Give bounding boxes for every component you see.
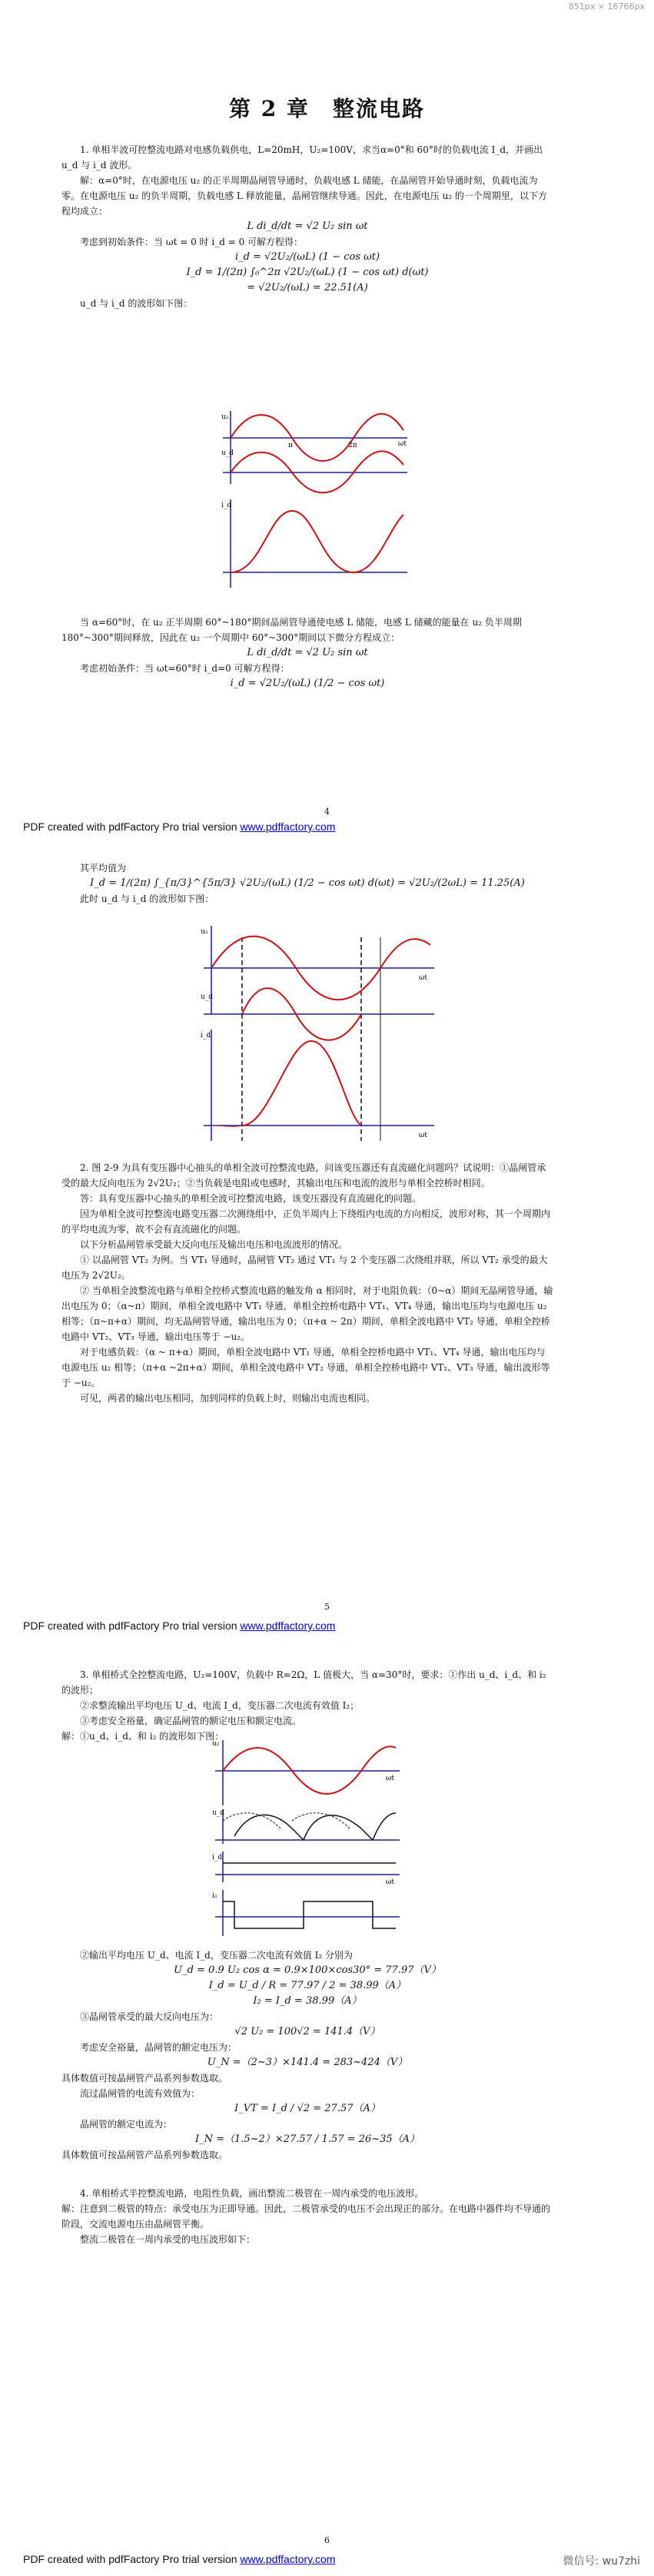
paragraph: 解：①u_d、i_d、和 i₂ 的波形如下图： [61,1731,224,1742]
page-2 [0,845,654,1648]
svg-text:u_d: u_d [212,1809,225,1817]
paragraph: 对于电感负载：（α ~ π+α）期间，单相全波电路中 VT₁ 导通，单相全控桥电路中 VT₁、VT₄ 导通，输出电压均与电源电压 u₂ 相等；（π+α ~2π+α）期间，单相全波电路中 VT₂ 导通，单相全控桥电路中 VT₂、VT₃ 导通，输出波形等于 −u₂。 [61,1347,550,1388]
page-3-body [61,1667,553,1744]
pdffactory-link[interactable]: www.pdffactory.com [240,821,336,833]
footer-text: PDF created with pdfFactory Pro trial version [23,821,241,833]
problem-2-text: 2. 图 2-9 为具有变压器中心抽头的单相全波可控整流电路，问该变压器还有直流磁化问题吗？试说明：①晶闸管承受的最大反向电压为 2√2U₂；②当负载是电阻或电感时，其输出电压和电流的波形与单相全控桥时相同。 [61,1162,546,1189]
equation: I_N =（1.5~2）×27.57 / 1.57 = 26~35（A） [194,2133,420,2145]
paragraph: 此时 u_d 与 i_d 的波形如下图： [80,893,214,904]
svg-text:u_d: u_d [221,449,234,457]
equation: i_d = √2U₂/(ωL) (1 − cos ωt) [234,251,380,263]
equation: I₂ = I_d = 38.99（A） [253,1995,362,2007]
paragraph: u_d 与 i_d 的波形如下图： [80,298,193,309]
page-number: 5 [324,1602,330,1612]
svg-text:ωt: ωt [398,440,407,448]
paragraph: 具体数值可按晶闸管产品系列参数选取。 [61,2073,228,2084]
page-1-body-lower [61,615,553,691]
waveform-figure-1 [215,407,415,599]
equation: L di_d/dt = √2 U₂ sin ωt [247,220,368,232]
equation: i_d = √2U₂/(ωL) (1/2 − cos ωt) [230,678,385,689]
pdf-footer [23,1620,335,1632]
paragraph: 整流二极管在一周内承受的电压波形如下： [80,2234,256,2245]
page-1-body [61,142,553,311]
equation: U_d = 0.9 U₂ cos α = 0.9×100×cos30° = 77.97（V） [174,1964,441,1976]
paragraph: ③晶闸管承受的最大反向电压为： [80,2011,219,2022]
page-number: 6 [324,2535,330,2545]
paragraph: 其平均值为 [80,863,127,874]
paragraph: 晶闸管的额定电流为： [80,2119,173,2130]
page-1 [0,0,654,837]
page-3 [0,1659,654,2576]
svg-text:ωt: ωt [419,974,427,982]
solution-1-text: 解：α=0°时，在电源电压 u₂ 的正半周期晶闸管导通时，负载电感 L 储能，在晶闸管开始导通时刻，负载电流为零。在电源电压 u₂ 的负半周期，负载电感 L 释放能量，晶闸管继续导通。因此，在电源电压 u₂ 的一个周期里，以下方程均成立： [61,175,547,217]
svg-text:i_d: i_d [221,502,232,509]
paragraph: ③考虑安全裕量，确定晶闸管的额定电压和额定电流。 [80,1716,302,1726]
wechat-watermark: 微信号: wu7zhi [563,2555,640,2568]
paragraph: 以下分析晶闸管承受最大反向电压及输出电压和电流波形的情况。 [80,1239,348,1250]
pdffactory-link[interactable]: www.pdffactory.com [240,2553,336,2565]
problem-1-text: 1. 单相半波可控整流电路对电感负载供电，L=20mH，U₂=100V，求当α=0°和 60°时的负载电流 I_d，并画出 u_d 与 i_d 波形。 [61,144,543,171]
svg-text:2π: 2π [348,442,357,449]
equation: U_N =（2~3）×141.4 = 283~424（V） [207,2057,408,2068]
svg-text:u₂: u₂ [221,413,229,421]
pdffactory-link[interactable]: www.pdffactory.com [240,1620,336,1632]
paragraph: 流过晶闸管的电流有效值为： [80,2088,201,2099]
pdf-footer [23,821,335,833]
page-3-body-lower [61,1948,553,2247]
paragraph: ②求整流输出平均电压 U_d、电流 I_d，变压器二次电流有效值 I₂； [80,1700,360,1711]
page-number: 4 [324,807,330,817]
pdf-footer [23,2553,335,2565]
svg-text:ωt: ωt [386,1878,394,1886]
footer-text: PDF created with pdfFactory Pro trial version [23,2553,241,2565]
svg-text:ωt: ωt [386,1775,394,1782]
svg-text:ωt: ωt [419,1132,427,1139]
equation: I_d = 1/(2π) ∫_{π/3}^{5π/3} √2U₂/(ωL) (1/2 − cos ωt) d(ωt) = √2U₂/(2ωL) = 11.25(A) [90,877,525,889]
equation: = √2U₂/(ωL) = 22.51(A) [247,282,368,293]
paragraph: 解：注意到二极管的特点：承受电压为正即导通。因此，二极管承受的电压不会出现正的部分。在电路中器件均不导通的阶段，交流电源电压由晶闸管平衡。 [61,2203,551,2230]
dimensions-label: 851px × 16766px [568,2,645,12]
equation: I_VT = I_d / √2 = 27.57（A） [234,2103,380,2114]
paragraph: 考虑安全裕量，晶闸管的额定电压为： [80,2042,237,2053]
paragraph: 考虑到初始条件：当 ωt = 0 时 i_d = 0 可解方程得： [80,237,304,247]
paragraph: 具体数值可按晶闸管产品系列参数选取。 [61,2150,228,2160]
equation: I_d = U_d / R = 77.97 / 2 = 38.99（A） [208,1980,407,1991]
footer-text: PDF created with pdfFactory Pro trial version [23,1620,241,1632]
paragraph: 因为单相全波可控整流电路变压器二次测绕组中，正负半周内上下绕组内电流的方向相反，波形对称，其一个周期内的平均电流为零，故不会有直流磁化的问题。 [61,1208,551,1235]
paragraph: ②输出平均电压 U_d、电流 I_d，变压器二次电流有效值 I₂ 分别为 [80,1950,354,1961]
paragraph: ② 当单相全波整流电路与单相全控桥式整流电路的触发角 α 相同时，对于电阻负载：（0~α）期间无晶闸管导通，输出电压为 0；（α~π）期间，单相全波电路中 VT₁ 导通，单相全控桥电路中 VT₁、VT₄ 导通，输出电压均与电源电压 u₂ 相等；（π~π+α）期间，均无晶闸管导通，输出电压为 0；（π+α ~ 2π）期间，单相全波电路中 VT₂ 导通，单相全控桥电路中 VT₂、VT₃ 导通，输出电压等于 −u₂。 [61,1285,553,1342]
page-2-body [61,860,553,907]
svg-text:u_d: u_d [201,993,214,1001]
svg-text:i_d: i_d [201,1032,211,1039]
equation: √2 U₂ = 100√2 = 141.4（V） [234,2026,380,2037]
svg-text:i_d: i_d [212,1854,223,1862]
paragraph: 答：具有变压器中心抽头的单相全波可控整流电路，该变压器没有直流磁化的问题。 [80,1193,422,1204]
waveform-figure-3 [207,1736,407,1940]
svg-text:π: π [288,442,293,449]
paragraph: 可见，两者的输出电压相同，加到同样的负载上时，则输出电流也相同。 [80,1393,376,1404]
svg-text:i₂: i₂ [212,1892,217,1900]
problem-4-text: 4. 单相桥式半控整流电路，电阻性负载，画出整流二极管在一周内承受的电压波形。 [80,2188,424,2199]
svg-text:u₂: u₂ [212,1740,220,1748]
chapter-title: 第 2 章 整流电路 [229,96,425,121]
paragraph: 考虑初始条件：当 ωt=60°时 i_d=0 可解方程得： [80,663,290,674]
equation: I_d = 1/(2π) ∫₀^2π √2U₂/(ωL) (1 − cos ωt) d(ωt) [186,267,429,278]
waveform-figure-2 [196,922,442,1145]
equation: L di_d/dt = √2 U₂ sin ωt [247,647,368,658]
problem-3-text: 3. 单相桥式全控整流电路，U₂=100V，负载中 R=2Ω，L 值极大，当 α=30°时，要求：①作出 u_d、i_d、和 i₂ 的波形； [61,1669,546,1696]
svg-text:u₂: u₂ [201,928,208,936]
paragraph: ① 以晶闸管 VT₂ 为例。当 VT₁ 导通时，晶闸管 VT₂ 通过 VT₁ 与 2 个变压器二次绕组并联，所以 VT₂ 承受的最大电压为 2√2U₂。 [61,1255,548,1281]
paragraph: 当 α=60°时，在 u₂ 正半周期 60°~180°期间晶闸管导通使电感 L 储能，电感 L 储藏的能量在 u₂ 负半周期 180°~300°期间释放，因此在 u₂ 一个周期中 60°~300°期间以下微分方程成立： [61,617,522,643]
page-2-body-lower [61,1160,553,1406]
